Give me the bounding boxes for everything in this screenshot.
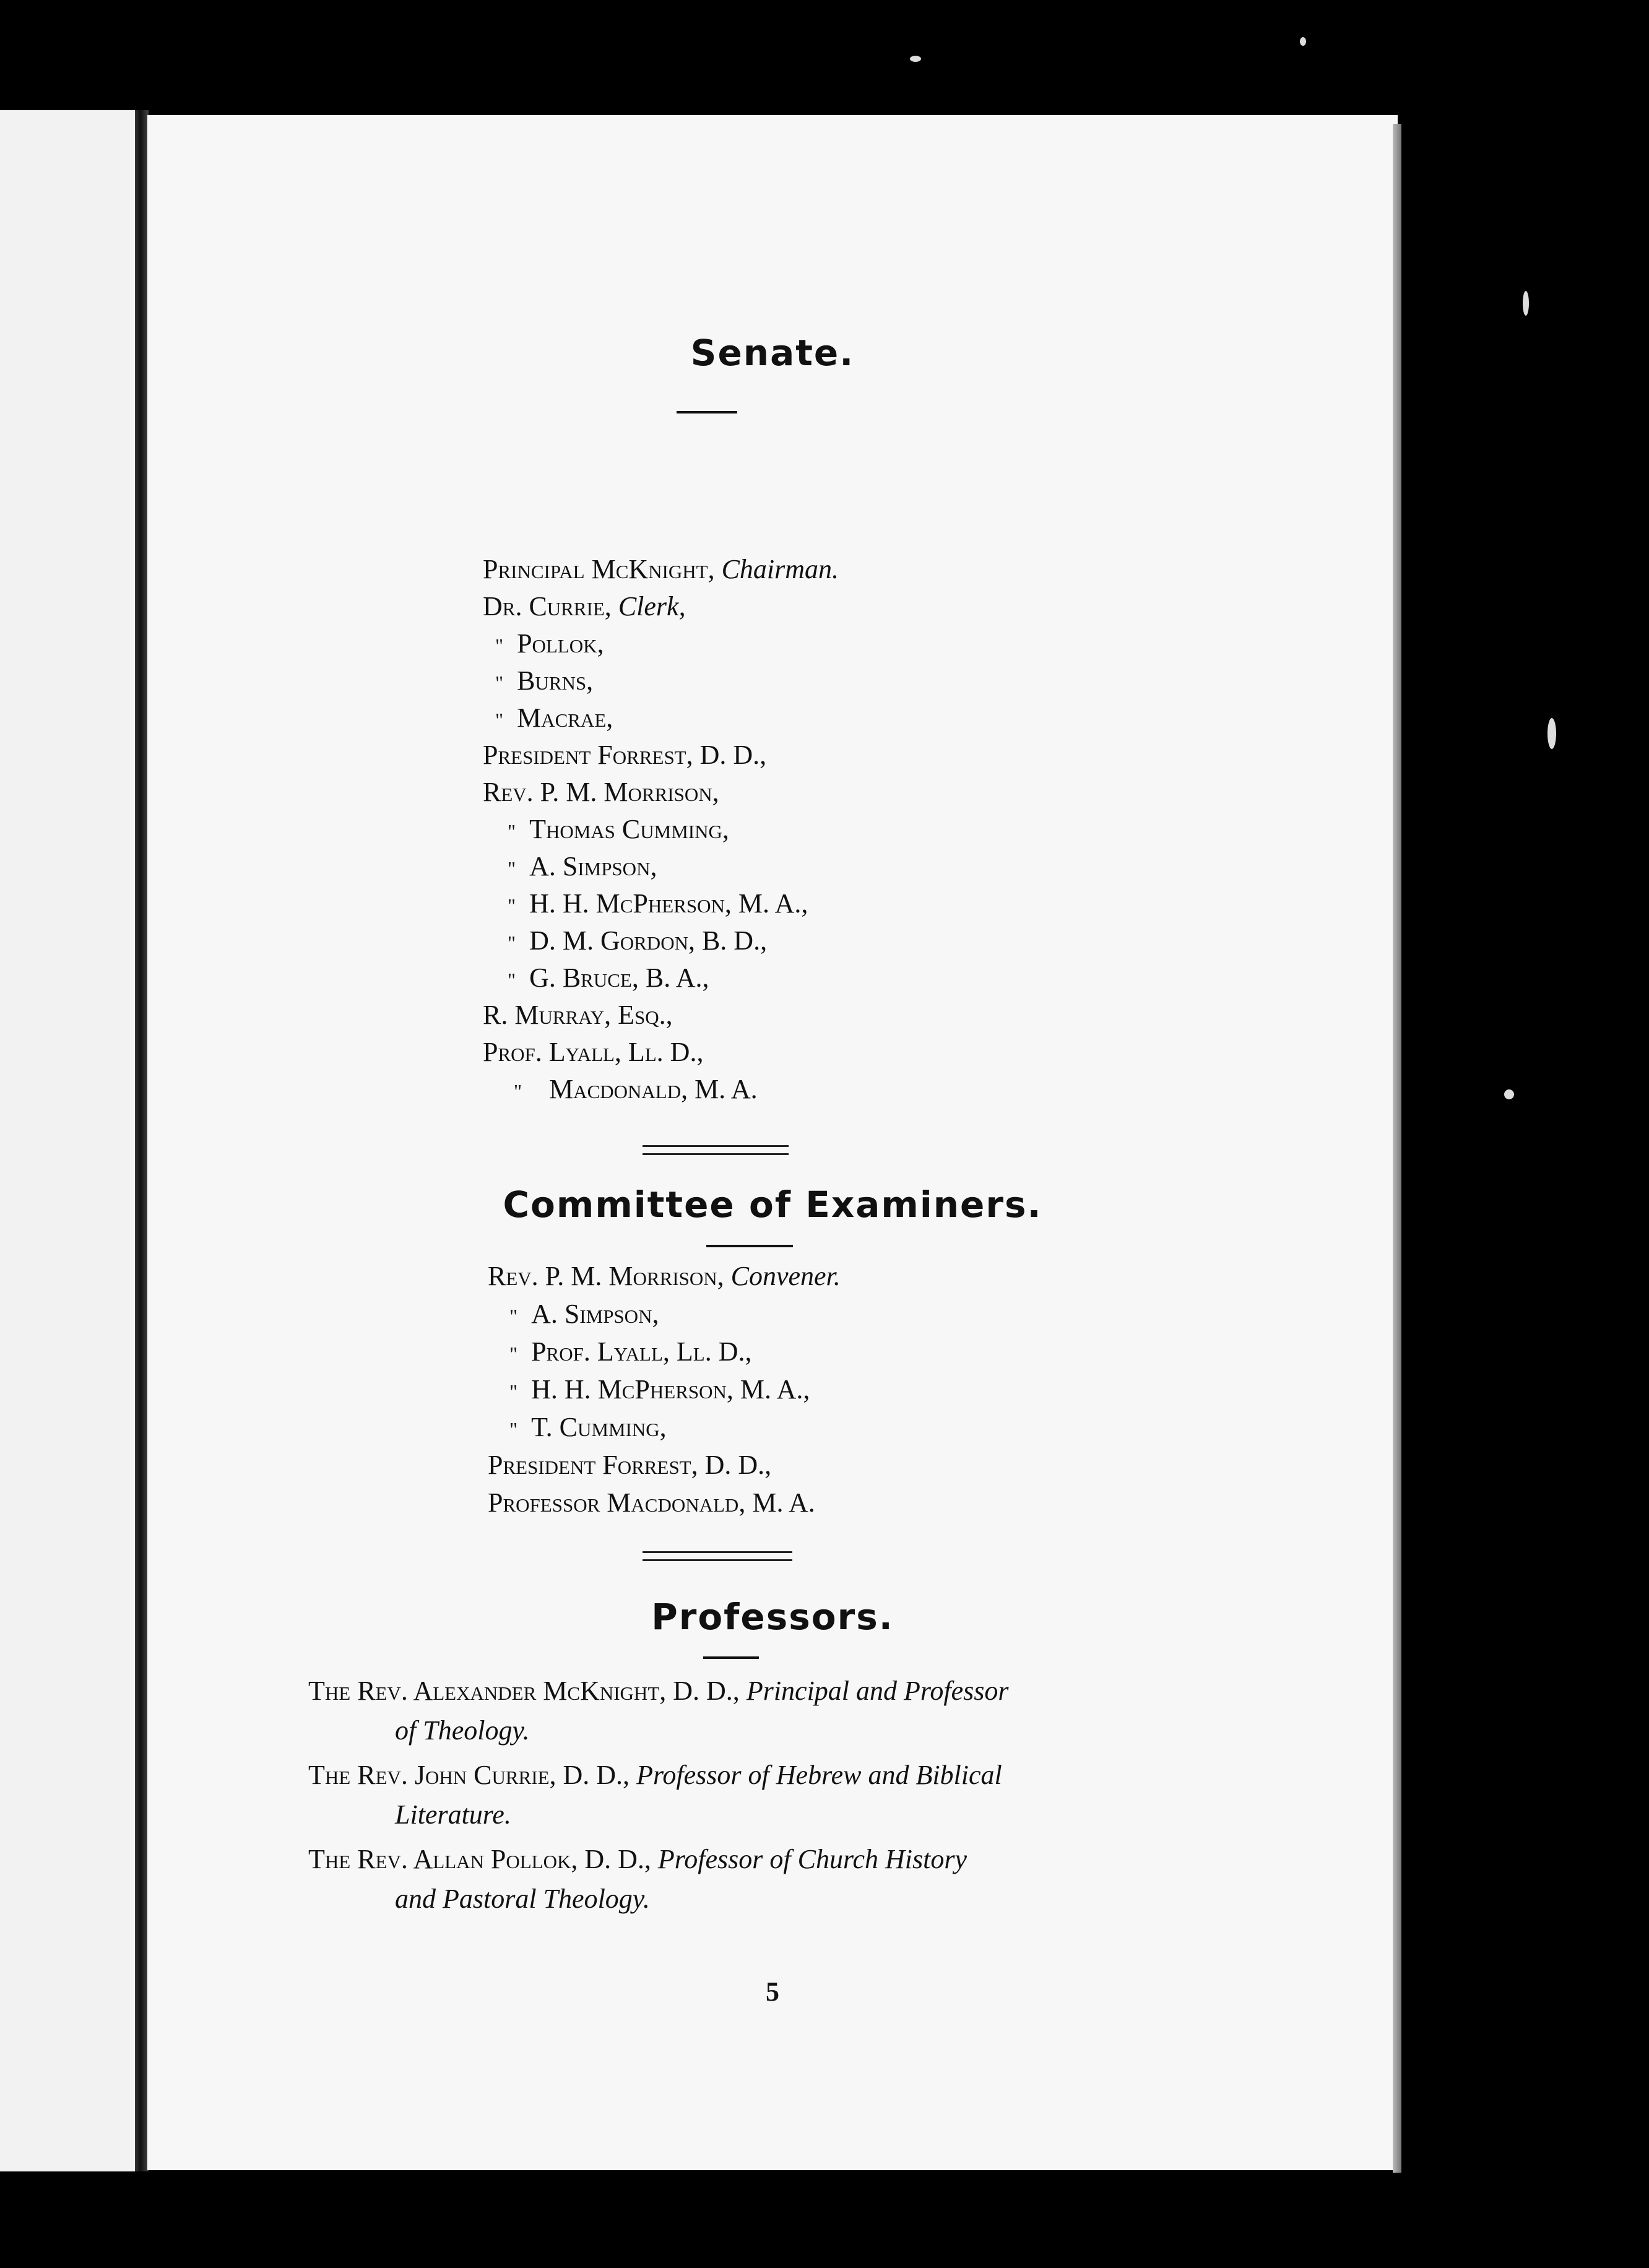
senate-member: Dr. Currie, Clerk, bbox=[483, 591, 686, 621]
professors-heading-rule bbox=[703, 1656, 759, 1659]
senate-heading: Senate. bbox=[690, 332, 855, 374]
examiners-heading: Committee of Examiners. bbox=[503, 1184, 1042, 1226]
page-edge-shadow bbox=[1393, 124, 1401, 2173]
examiner-member: Professor Macdonald, M. A. bbox=[488, 1487, 815, 1518]
scan-speck bbox=[910, 56, 921, 62]
professor-entry-title-continued: Literature. bbox=[395, 1799, 511, 1830]
facing-page-edge bbox=[0, 110, 141, 2171]
senate-member: Prof. Lyall, Ll. D., bbox=[483, 1037, 704, 1067]
page-number: 5 bbox=[766, 1976, 779, 2007]
book-spine bbox=[135, 110, 149, 2171]
scan-speck bbox=[1547, 718, 1556, 749]
examiner-member: " T. Cumming, bbox=[509, 1412, 667, 1442]
senate-member: R. Murray, Esq., bbox=[483, 1000, 673, 1030]
senate-member: " G. Bruce, B. A., bbox=[508, 963, 709, 993]
document-page bbox=[147, 115, 1398, 2170]
senate-heading-rule bbox=[677, 411, 737, 413]
scan-speck bbox=[1300, 37, 1306, 46]
professors-heading: Professors. bbox=[651, 1596, 894, 1638]
examiner-member: " Prof. Lyall, Ll. D., bbox=[509, 1336, 752, 1367]
professor-entry-name-line: The Rev. John Currie, D. D., Professor of Hebrew and Biblical bbox=[308, 1760, 1002, 1790]
senate-member: " H. H. McPherson, M. A., bbox=[508, 888, 808, 919]
senate-member: " Macdonald, M. A. bbox=[514, 1074, 758, 1104]
professor-entry-title-continued: and Pastoral Theology. bbox=[395, 1884, 650, 1914]
section-divider bbox=[643, 1145, 789, 1155]
professor-entry-title-continued: of Theology. bbox=[395, 1715, 530, 1746]
professor-entry-name-line: The Rev. Allan Pollok, D. D., Professor of Church History bbox=[308, 1844, 967, 1874]
senate-member: " Thomas Cumming, bbox=[508, 814, 729, 844]
section-divider bbox=[643, 1551, 792, 1561]
examiner-member: " A. Simpson, bbox=[509, 1299, 659, 1329]
senate-member: " Macrae, bbox=[495, 703, 613, 733]
senate-member: President Forrest, D. D., bbox=[483, 740, 767, 770]
examiner-member: Rev. P. M. Morrison, Convener. bbox=[488, 1261, 841, 1291]
scan-speck bbox=[1523, 291, 1529, 316]
examiner-member: " H. H. McPherson, M. A., bbox=[509, 1374, 810, 1405]
scan-speck bbox=[1504, 1089, 1514, 1099]
professor-entry-name-line: The Rev. Alexander McKnight, D. D., Principal and Professor bbox=[308, 1676, 1009, 1706]
examiner-member: President Forrest, D. D., bbox=[488, 1450, 772, 1480]
senate-member: " Burns, bbox=[495, 665, 594, 696]
examiners-heading-rule bbox=[706, 1245, 793, 1247]
senate-member: Rev. P. M. Morrison, bbox=[483, 777, 719, 807]
senate-member: " A. Simpson, bbox=[508, 851, 657, 881]
senate-member: " Pollok, bbox=[495, 628, 604, 659]
senate-member: " D. M. Gordon, B. D., bbox=[508, 925, 768, 956]
senate-member: Principal McKnight, Chairman. bbox=[483, 554, 839, 584]
